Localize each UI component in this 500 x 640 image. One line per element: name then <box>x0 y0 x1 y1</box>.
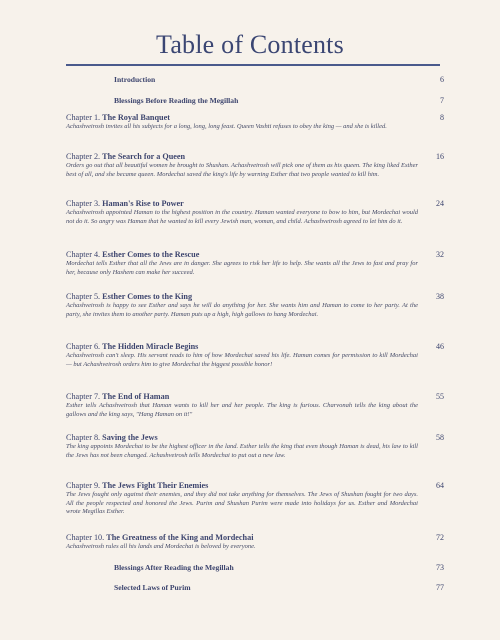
toc-page-number: 32 <box>436 250 444 259</box>
toc-page-number: 77 <box>436 583 444 592</box>
chapter-title: The Search for a Queen <box>102 152 186 161</box>
chapter-summary: Mordechai tells Esther that all the Jews are in danger. She agrees to risk her life to help. She wants all the Jews to fast and pray for her, because only Hashem can make her succeed. <box>66 260 418 276</box>
chapter-number: Chapter 9. <box>66 481 101 490</box>
toc-item-label: Blessings After Reading the Megillah <box>114 563 234 572</box>
title-divider <box>66 64 440 66</box>
toc-chapter-2[interactable] <box>66 152 444 179</box>
toc-page-number: 58 <box>436 433 444 442</box>
chapter-summary: Orders go out that all beautiful women be brought to Shushan. Achashveirosh will pick one of them as his queen. The king liked Esther best of all, and she became queen. Mordechai saved the king's life by warning Esther that two people wanted to kill him. <box>66 162 418 178</box>
chapter-title: The Royal Banquet <box>102 113 170 122</box>
toc-item-label: Introduction <box>114 75 156 84</box>
toc-page-number: 73 <box>436 563 444 572</box>
chapter-number: Chapter 3. <box>66 199 101 208</box>
toc-page-number: 8 <box>440 113 444 122</box>
chapter-title: The Hidden Miracle Begins <box>102 342 199 351</box>
toc-page-number: 64 <box>436 481 444 490</box>
chapter-number: Chapter 6. <box>66 342 101 351</box>
chapter-summary: The king appoints Mordechai to be the highest officer in the land. Esther tells the king that even though Haman is dead, his law to kill the Jews has not been changed. Achashveirosh tells Mordechai to put out a new law. <box>66 443 418 459</box>
chapter-number: Chapter 4. <box>66 250 101 259</box>
toc-page-number: 55 <box>436 392 444 401</box>
toc-back-item[interactable] <box>114 563 444 572</box>
chapter-summary: Achashveirosh is happy to see Esther and says he will do anything for her. She wants him and Haman to come to her party. At the party, she invites them to another party. Haman puts up a high, high gallows to hang Mordechai. <box>66 302 418 318</box>
chapter-title: Saving the Jews <box>102 433 158 442</box>
toc-chapter-5[interactable] <box>66 292 444 319</box>
chapter-title: Haman's Rise to Power <box>102 199 184 208</box>
chapter-title: Esther Comes to the King <box>102 292 193 301</box>
toc-page-number: 24 <box>436 199 444 208</box>
toc-page-number: 7 <box>440 96 444 105</box>
toc-back-item[interactable] <box>114 583 444 592</box>
toc-front-item[interactable] <box>114 96 444 105</box>
toc-chapter-4[interactable] <box>66 250 444 277</box>
toc-chapter-7[interactable] <box>66 392 444 419</box>
toc-page-number: 6 <box>440 75 444 84</box>
chapter-number: Chapter 1. <box>66 113 101 122</box>
chapter-title: Esther Comes to the Rescue <box>102 250 200 259</box>
chapter-number: Chapter 8. <box>66 433 101 442</box>
toc-chapter-1[interactable] <box>66 113 444 132</box>
chapter-number: Chapter 5. <box>66 292 101 301</box>
toc-item-label: Selected Laws of Purim <box>114 583 191 592</box>
page-title: Table of Contents <box>156 30 344 59</box>
chapter-title: The Jews Fight Their Enemies <box>102 481 209 490</box>
toc-chapter-9[interactable] <box>66 481 444 517</box>
chapter-title: The End of Haman <box>102 392 170 401</box>
chapter-summary: The Jews fought only against their enemies, and they did not take anything for themselves. The Jews of Shushan fought for two days. All the people respected and honored the Jews. Purim and Shushan Purim were made into holidays for us. Esther and Mordechai wrote Megillas Esther. <box>66 491 418 516</box>
toc-page-number: 38 <box>436 292 444 301</box>
chapter-number: Chapter 7. <box>66 392 101 401</box>
chapter-number: Chapter 2. <box>66 152 101 161</box>
toc-chapter-6[interactable] <box>66 342 444 369</box>
chapter-summary: Esther tells Achashveirosh that Haman wants to kill her and her people. The king is furious. Charvonah tells the king about the gallows and the king says, "Hang Haman on it!" <box>66 402 418 418</box>
toc-page-number: 46 <box>436 342 444 351</box>
toc-chapter-8[interactable] <box>66 433 444 460</box>
chapter-summary: Achashveirosh appointed Haman to the highest position in the country. Haman wanted everyone to bow to him, but Mordechai would not do it. So angry was Haman that he wanted to kill every Jewish man, woman, and child. Achashveirosh agreed to let him do it. <box>66 209 418 225</box>
chapter-title: The Greatness of the King and Mordechai <box>106 533 254 542</box>
toc-front-item[interactable] <box>114 75 444 84</box>
toc-item-label: Blessings Before Reading the Megillah <box>114 96 239 105</box>
chapter-summary: Achashveirosh rules all his lands and Mordechai is beloved by everyone. <box>66 543 256 550</box>
chapter-summary: Achashveirosh invites all his subjects for a long, long, long feast. Queen Vashti refuses to obey the king — and she is killed. <box>66 123 387 130</box>
toc-page-number: 16 <box>436 152 444 161</box>
chapter-number: Chapter 10. <box>66 533 105 542</box>
toc-chapter-10[interactable] <box>66 533 444 552</box>
chapter-summary: Achashveirosh can't sleep. His servant reads to him of how Mordechai saved his life. Haman comes for permission to kill Mordechai — but Achashveirosh orders him to give Mordechai the biggest possible honor! <box>66 352 418 368</box>
toc-chapter-3[interactable] <box>66 199 444 226</box>
toc-page-number: 72 <box>436 533 444 542</box>
